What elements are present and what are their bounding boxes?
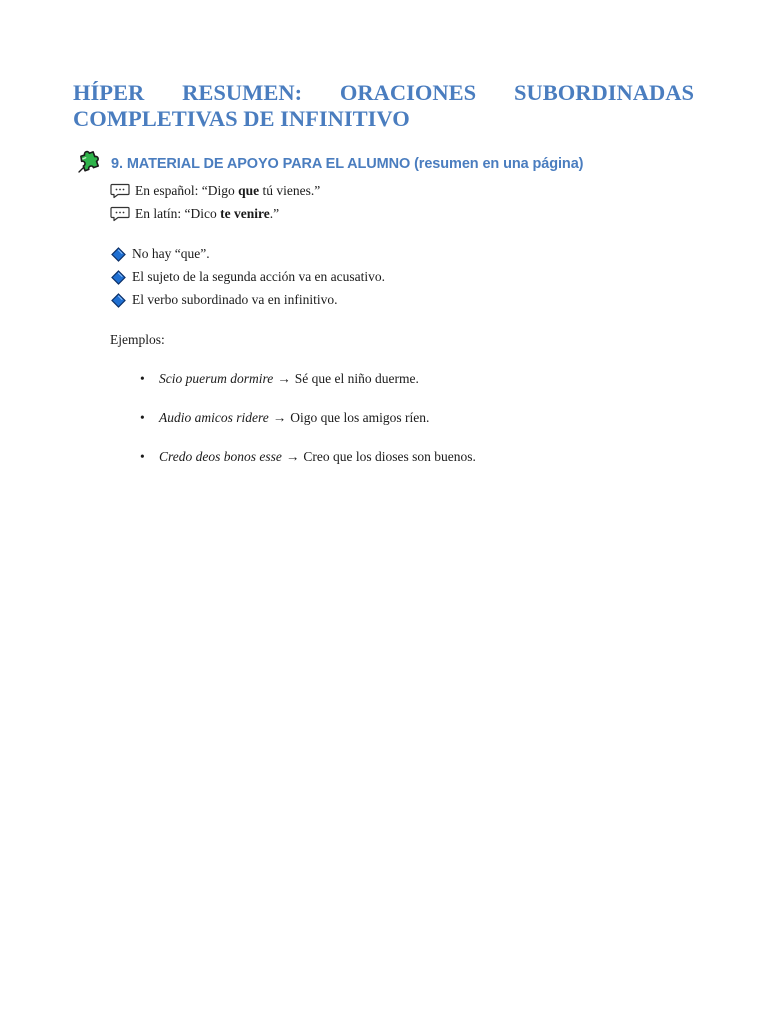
page-title: HÍPER RESUMEN: ORACIONES SUBORDINADAS COMPLETIVAS DE INFINITIVO xyxy=(73,80,694,131)
rule-text: El verbo subordinado va en infinitivo. xyxy=(132,292,338,307)
rule-item xyxy=(111,292,337,308)
rule-text: El sujeto de la segunda acción va en acusativo. xyxy=(132,269,386,284)
latin-example-line xyxy=(110,206,279,222)
spanish-example-text: En español: “Digo que tú vienes.” xyxy=(135,183,321,198)
list-item xyxy=(140,449,476,465)
puzzle-piece-icon xyxy=(75,150,103,178)
speech-bubble-icon xyxy=(110,183,130,199)
bullet: • xyxy=(140,371,145,386)
spanish-example-line xyxy=(110,183,320,199)
rule-text: No hay “que”. xyxy=(132,246,210,261)
list-item xyxy=(140,410,429,426)
examples-label: Ejemplos: xyxy=(110,332,165,347)
blue-diamond-icon xyxy=(111,293,126,308)
bullet: • xyxy=(140,410,145,425)
speech-bubble-icon xyxy=(110,206,130,222)
bullet: • xyxy=(140,449,145,464)
rule-item xyxy=(111,269,385,285)
latin-example-text: En latín: “Dico te venire.” xyxy=(135,206,280,221)
blue-diamond-icon xyxy=(111,247,126,262)
arrow-icon: → xyxy=(272,410,287,425)
spanish-translation: Sé que el niño duerme. xyxy=(294,371,419,386)
latin-sentence: Credo deos bonos esse xyxy=(159,449,282,464)
blue-diamond-icon xyxy=(111,270,126,285)
section-heading-text: 9. MATERIAL DE APOYO PARA EL ALUMNO (resumen en una página) xyxy=(111,156,584,172)
latin-sentence: Audio amicos ridere xyxy=(159,410,269,425)
arrow-icon: → xyxy=(277,371,291,386)
arrow-icon: → xyxy=(285,449,300,464)
rule-item xyxy=(111,246,210,262)
spanish-translation: Creo que los dioses son buenos. xyxy=(303,449,476,464)
list-item xyxy=(140,371,419,387)
latin-sentence: Scio puerum dormire xyxy=(159,371,274,386)
section-heading xyxy=(75,150,583,178)
spanish-translation: Oigo que los amigos ríen. xyxy=(290,410,430,425)
